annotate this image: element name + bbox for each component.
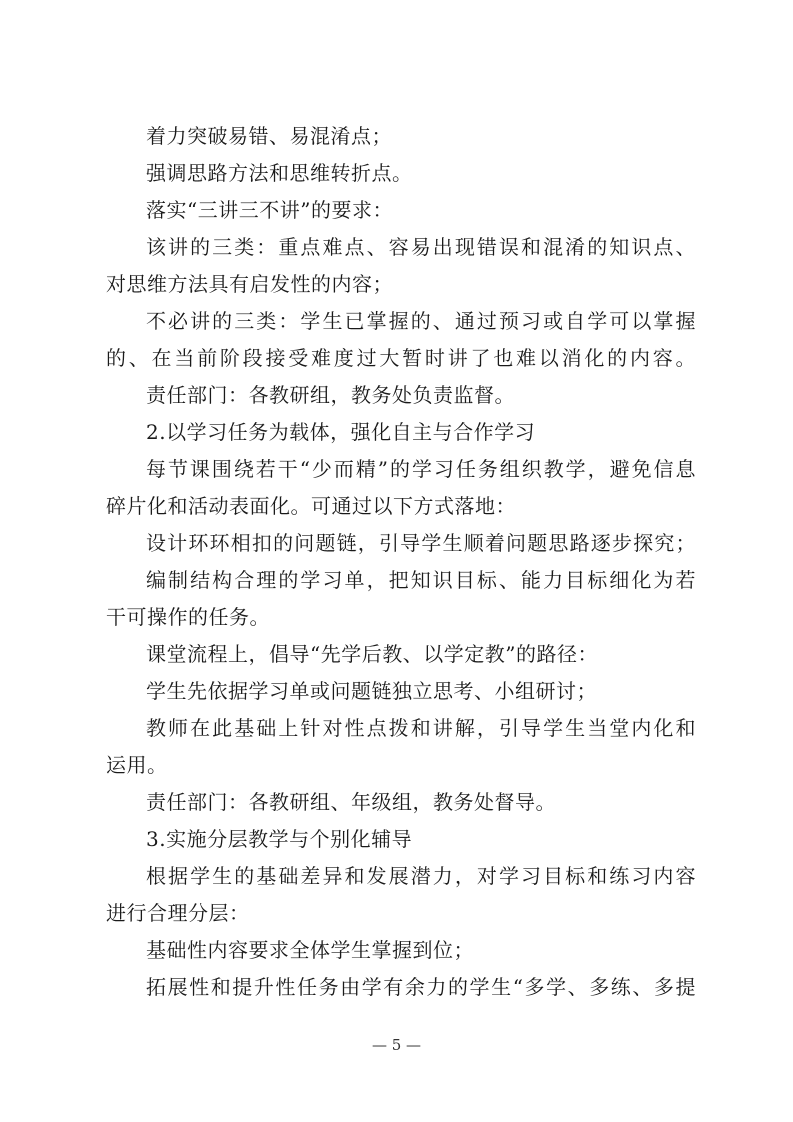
text-line: 编制结构合理的学习单，把知识目标、能力目标细化为若 bbox=[146, 568, 696, 592]
text-line: 碎片化和活动表面化。可通过以下方式落地： bbox=[106, 494, 516, 518]
text-line: 对思维方法具有启发性的内容； bbox=[106, 272, 393, 296]
text-line: 3.实施分层教学与个别化辅导 bbox=[146, 827, 413, 851]
text-line: 运用。 bbox=[106, 753, 168, 777]
text-line: 的、在当前阶段接受难度过大暂时讲了也难以消化的内容。 bbox=[106, 346, 696, 370]
text-line: 教师在此基础上针对性点拨和讲解，引导学生当堂内化和 bbox=[146, 716, 696, 740]
text-line: 设计环环相扣的问题链，引导学生顺着问题思路逐步探究； bbox=[146, 531, 696, 555]
text-line: 落实“三讲三不讲”的要求： bbox=[146, 198, 393, 222]
text-line: 每节课围绕若干“少而精”的学习任务组织教学，避免信息 bbox=[146, 457, 696, 481]
text-line: 课堂流程上，倡导“先学后教、以学定教”的路径： bbox=[146, 642, 598, 666]
text-line: 2.以学习任务为载体，强化自主与合作学习 bbox=[146, 420, 536, 444]
text-line: 责任部门：各教研组、年级组，教务处督导。 bbox=[146, 790, 556, 814]
text-line: 干可操作的任务。 bbox=[106, 605, 270, 629]
text-line: 强调思路方法和思维转折点。 bbox=[146, 161, 413, 185]
text-line: 学生先依据学习单或问题链独立思考、小组研讨； bbox=[146, 679, 597, 703]
page-number: — 5 — bbox=[371, 1036, 422, 1054]
document-body bbox=[106, 118, 696, 1006]
text-line: 责任部门：各教研组，教务处负责监督。 bbox=[146, 383, 515, 407]
text-line: 进行合理分层： bbox=[106, 901, 250, 925]
text-line: 根据学生的基础差异和发展潜力，对学习目标和练习内容 bbox=[146, 864, 696, 888]
text-line: 拓展性和提升性任务由学有余力的学生“多学、多练、多提 bbox=[146, 975, 696, 999]
text-line: 着力突破易错、易混淆点； bbox=[146, 124, 392, 148]
text-line: 该讲的三类：重点难点、容易出现错误和混淆的知识点、 bbox=[146, 235, 696, 259]
text-line: 基础性内容要求全体学生掌握到位； bbox=[146, 938, 474, 962]
text-line: 不必讲的三类：学生已掌握的、通过预习或自学可以掌握 bbox=[146, 309, 696, 333]
